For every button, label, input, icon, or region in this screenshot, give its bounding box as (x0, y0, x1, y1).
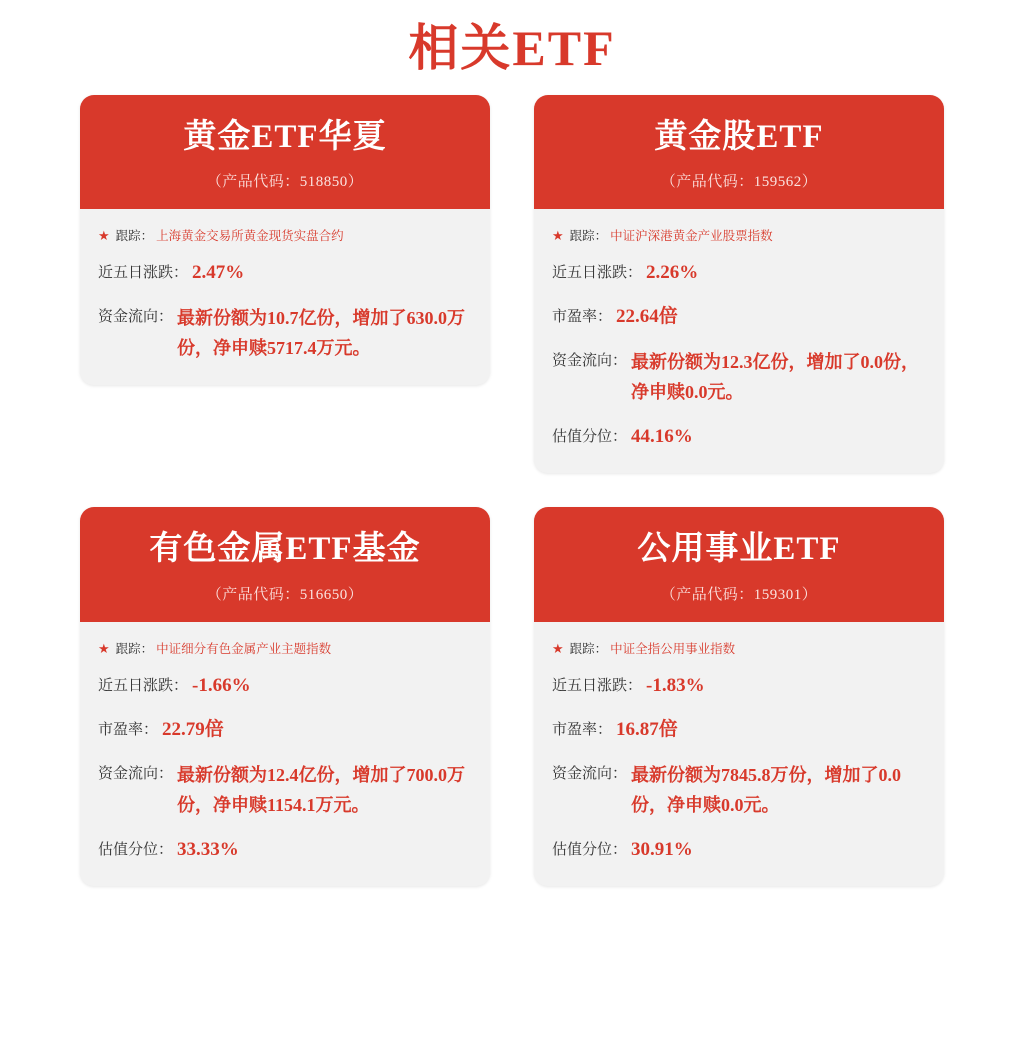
etf-metric-value: 33.33% (177, 838, 239, 860)
etf-metric-value: 44.16% (631, 426, 693, 448)
etf-track-row (98, 640, 472, 658)
etf-card-body (534, 209, 944, 473)
etf-metric-row (98, 672, 472, 700)
etf-card-title: 黄金股ETF (654, 119, 824, 155)
etf-metric-row (98, 259, 472, 287)
etf-card-title: 有色金属ETF基金 (149, 531, 421, 568)
etf-metric-row (552, 760, 926, 820)
etf-metric-row (98, 760, 472, 820)
etf-metric-label: 近五日涨跌： (98, 264, 189, 282)
etf-metric-row (552, 836, 926, 864)
etf-track-label: 跟踪： (115, 229, 154, 244)
star-icon: ★ (98, 228, 110, 244)
etf-card-header (534, 95, 944, 209)
etf-metric-value: -1.83% (646, 674, 705, 696)
etf-product-code: （产品代码：516650） (206, 586, 364, 603)
etf-track-row (552, 227, 926, 245)
etf-metric-row (552, 423, 926, 451)
etf-metric-row (98, 716, 472, 744)
etf-card-header (80, 507, 490, 621)
etf-metric-label: 资金流向： (552, 352, 628, 370)
etf-metric-label: 估值分位： (552, 428, 628, 446)
etf-card-header (534, 507, 944, 621)
etf-card-body (534, 622, 944, 886)
etf-metric-row (552, 347, 926, 407)
etf-metric-value: 30.91% (631, 838, 693, 860)
etf-metric-label: 市盈率： (552, 308, 613, 326)
etf-card-title: 公用事业ETF (637, 531, 841, 568)
etf-product-code: （产品代码：159562） (660, 174, 818, 191)
etf-metric-row (552, 303, 926, 331)
etf-card[interactable] (80, 95, 490, 385)
etf-track-label: 跟踪： (569, 229, 608, 244)
etf-metric-label: 估值分位： (98, 840, 174, 858)
etf-metric-row (98, 303, 472, 363)
etf-track-row (552, 640, 926, 658)
etf-track-value: 中证沪深港黄金产业股票指数 (610, 229, 773, 244)
etf-metric-value: 最新份额为10.7亿份，增加了630.0万份，净申赎5717.4万元。 (177, 308, 466, 359)
etf-metric-value: 最新份额为7845.8万份，增加了0.0份，净申赎0.0元。 (631, 764, 902, 815)
page-title: 相关ETF (408, 20, 616, 76)
etf-metric-row (552, 716, 926, 744)
etf-track-value: 上海黄金交易所黄金现货实盘合约 (156, 229, 344, 244)
etf-card[interactable] (534, 95, 944, 473)
etf-card-body (80, 209, 490, 385)
etf-track-row (98, 227, 472, 245)
etf-metric-label: 估值分位： (552, 840, 628, 858)
etf-track-label: 跟踪： (115, 641, 154, 656)
star-icon: ★ (552, 228, 564, 244)
etf-metric-label: 市盈率： (552, 720, 613, 738)
etf-card[interactable] (80, 507, 490, 885)
etf-metric-label: 资金流向： (98, 764, 174, 782)
star-icon: ★ (98, 640, 110, 656)
etf-metric-value: 22.79倍 (162, 718, 224, 740)
etf-metric-value: 2.47% (192, 262, 245, 284)
etf-metric-label: 资金流向： (98, 308, 174, 326)
etf-metric-label: 市盈率： (98, 720, 159, 738)
etf-metric-value: -1.66% (192, 674, 251, 696)
etf-product-code: （产品代码：159301） (660, 586, 818, 603)
etf-card-grid (0, 95, 1024, 886)
etf-metric-value: 最新份额为12.3亿份，增加了0.0份，净申赎0.0元。 (631, 352, 920, 403)
etf-card-title: 黄金ETF华夏 (183, 119, 387, 155)
etf-card-body (80, 622, 490, 886)
etf-metric-label: 近五日涨跌： (552, 676, 643, 694)
etf-metric-label: 近五日涨跌： (552, 264, 643, 282)
etf-metric-value: 16.87倍 (616, 718, 678, 740)
etf-card[interactable] (534, 507, 944, 885)
etf-metric-row (552, 672, 926, 700)
etf-metric-label: 资金流向： (552, 764, 628, 782)
etf-metric-value: 2.26% (646, 262, 699, 284)
etf-metric-value: 最新份额为12.4亿份，增加了700.0万份，净申赎1154.1万元。 (177, 764, 466, 815)
etf-track-value: 中证全指公用事业指数 (610, 641, 736, 656)
etf-metric-label: 近五日涨跌： (98, 676, 189, 694)
etf-metric-row (552, 259, 926, 287)
etf-card-header (80, 95, 490, 209)
etf-track-value: 中证细分有色金属产业主题指数 (156, 641, 332, 656)
etf-product-code: （产品代码：518850） (206, 174, 364, 191)
etf-metric-row (98, 836, 472, 864)
star-icon: ★ (552, 640, 564, 656)
etf-metric-value: 22.64倍 (616, 306, 678, 328)
etf-track-label: 跟踪： (569, 641, 608, 656)
